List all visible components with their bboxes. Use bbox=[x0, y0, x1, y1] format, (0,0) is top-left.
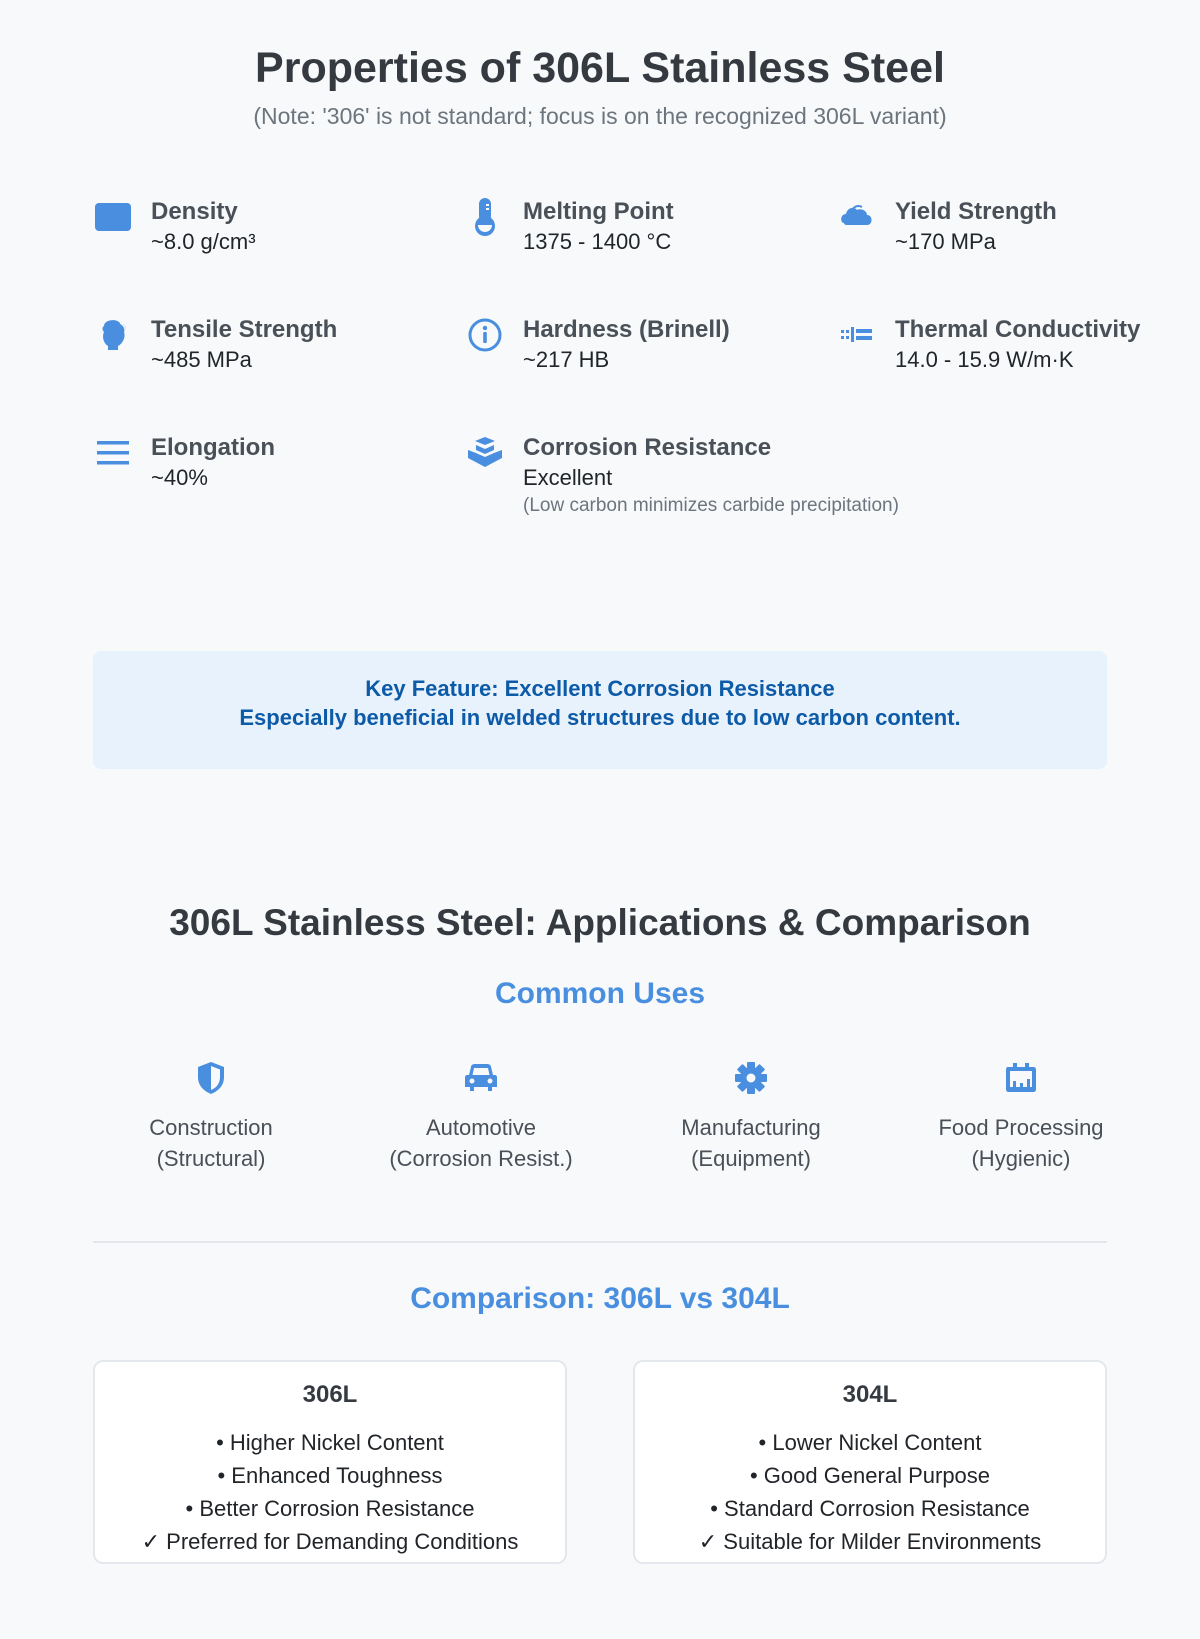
use-name: Food Processing bbox=[938, 1115, 1104, 1140]
feature-list bbox=[95, 1426, 565, 1558]
property-label: Melting Point bbox=[523, 198, 674, 225]
thermometer-icon bbox=[465, 197, 505, 237]
use-detail: (Structural) bbox=[156, 1146, 266, 1171]
use-detail: (Corrosion Resist.) bbox=[389, 1146, 573, 1171]
use-food-processing bbox=[891, 1058, 1151, 1174]
bars-icon bbox=[93, 433, 133, 473]
property-hardness bbox=[465, 315, 730, 375]
property-value: 1375 - 1400 °C bbox=[523, 229, 672, 254]
car-icon bbox=[351, 1058, 611, 1098]
property-density bbox=[93, 197, 256, 257]
feature-item: • Enhanced Toughness bbox=[217, 1463, 443, 1488]
property-value: ~217 HB bbox=[523, 347, 610, 372]
card-title: 304L bbox=[842, 1381, 898, 1408]
feature-item: ✓ Suitable for Milder Environments bbox=[698, 1529, 1042, 1554]
gear-icon bbox=[621, 1058, 881, 1098]
common-uses-heading: Common Uses bbox=[494, 977, 706, 1010]
use-name: Automotive bbox=[425, 1115, 537, 1140]
use-manufacturing bbox=[621, 1058, 881, 1174]
fist-icon bbox=[93, 315, 133, 355]
applications-title: 306L Stainless Steel: Applications & Comparison bbox=[169, 902, 1031, 943]
feature-list bbox=[635, 1426, 1105, 1558]
dotted-list-icon bbox=[837, 315, 877, 355]
feature-item: ✓ Preferred for Demanding Conditions bbox=[141, 1529, 519, 1554]
property-value: ~485 MPa bbox=[151, 347, 252, 372]
square-icon bbox=[93, 197, 133, 237]
property-value: ~170 MPa bbox=[895, 229, 996, 254]
cloud-icon bbox=[837, 197, 877, 237]
property-yield-strength bbox=[837, 197, 1057, 257]
property-value: ~40% bbox=[151, 465, 208, 490]
comparison-heading: Comparison: 306L vs 304L bbox=[410, 1282, 790, 1315]
use-name: Construction bbox=[149, 1115, 273, 1140]
property-label: Thermal Conductivity bbox=[895, 316, 1141, 343]
property-corrosion-resistance bbox=[465, 433, 899, 519]
property-label: Density bbox=[151, 198, 238, 225]
property-label: Corrosion Resistance bbox=[523, 434, 772, 461]
card-title: 306L bbox=[302, 1381, 358, 1408]
container-icon bbox=[891, 1058, 1151, 1098]
comparison-card-306l bbox=[93, 1360, 567, 1564]
shield-icon bbox=[81, 1058, 341, 1098]
layers-icon bbox=[465, 433, 505, 473]
property-elongation bbox=[93, 433, 275, 493]
feature-item: • Good General Purpose bbox=[749, 1463, 991, 1488]
key-feature-description: Especially beneficial in welded structures due to low carbon content. bbox=[239, 705, 961, 730]
use-construction bbox=[81, 1058, 341, 1174]
comparison-card-304l bbox=[633, 1360, 1107, 1564]
property-label: Tensile Strength bbox=[151, 316, 338, 343]
property-value: ~8.0 g/cm³ bbox=[151, 229, 256, 254]
property-label: Elongation bbox=[151, 434, 275, 461]
use-detail: (Hygienic) bbox=[971, 1146, 1071, 1171]
use-detail: (Equipment) bbox=[691, 1146, 811, 1171]
property-label: Hardness (Brinell) bbox=[523, 316, 730, 343]
section-divider bbox=[93, 1241, 1107, 1243]
feature-item: • Higher Nickel Content bbox=[216, 1430, 444, 1455]
property-value: Excellent bbox=[523, 465, 613, 490]
key-feature-callout bbox=[93, 651, 1107, 769]
property-note: (Low carbon minimizes carbide precipitation) bbox=[523, 495, 899, 516]
property-thermal-conductivity bbox=[837, 315, 1140, 375]
property-value: 14.0 - 15.9 W/m·K bbox=[895, 347, 1074, 372]
feature-item: • Standard Corrosion Resistance bbox=[710, 1496, 1030, 1521]
property-label: Yield Strength bbox=[895, 198, 1057, 225]
feature-item: • Lower Nickel Content bbox=[758, 1430, 982, 1455]
page-subtitle: (Note: '306' is not standard; focus is on the recognized 306L variant) bbox=[253, 103, 947, 129]
use-name: Manufacturing bbox=[681, 1115, 821, 1140]
page-title: Properties of 306L Stainless Steel bbox=[255, 44, 945, 92]
info-circle-icon bbox=[465, 315, 505, 355]
property-tensile-strength bbox=[93, 315, 337, 375]
property-melting-point bbox=[465, 197, 674, 257]
feature-item: • Better Corrosion Resistance bbox=[185, 1496, 475, 1521]
use-automotive bbox=[351, 1058, 611, 1174]
key-feature-title: Key Feature: Excellent Corrosion Resistance bbox=[365, 676, 835, 701]
